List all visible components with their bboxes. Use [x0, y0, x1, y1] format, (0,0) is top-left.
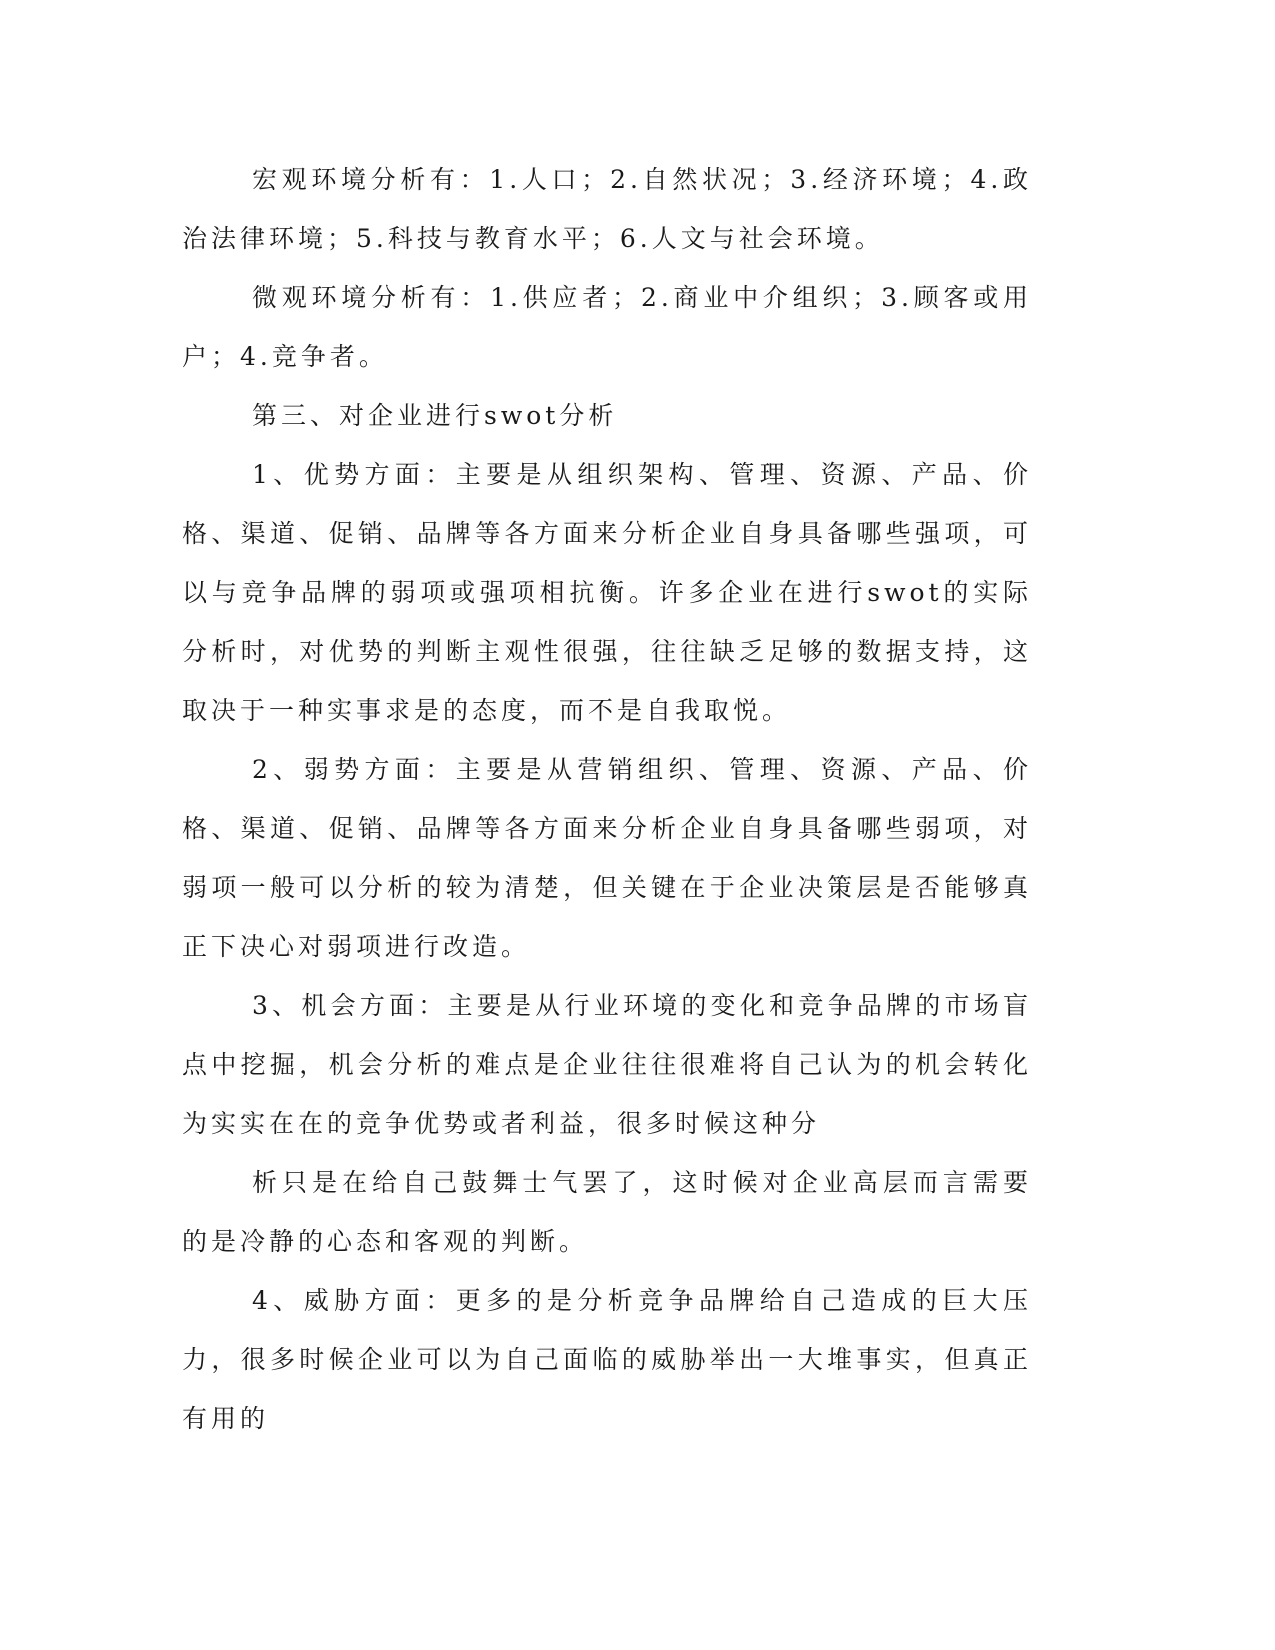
section-heading-swot: 第三、对企业进行swot分析 — [252, 401, 618, 430]
paragraph-weaknesses: 2、弱势方面：主要是从营销组织、管理、资源、产品、价格、渠道、促销、品牌等各方面来分析企业自身具备哪些弱项，对弱项一般可以分析的较为清楚，但关键在于企业决策层是否能够真正下决心对弱项进行改造。 — [182, 755, 1032, 961]
paragraph-opportunities: 3、机会方面：主要是从行业环境的变化和竞争品牌的市场盲点中挖掘，机会分析的难点是企业往往很难将自己认为的机会转化为实实在在的竞争优势或者利益，很多时候这种分 — [182, 991, 1032, 1138]
paragraph-micro-environment: 微观环境分析有：1.供应者；2.商业中介组织；3.顾客或用户；4.竞争者。 — [182, 283, 1032, 371]
document-body — [182, 150, 1032, 1448]
paragraph-macro-environment: 宏观环境分析有：1.人口；2.自然状况；3.经济环境；4.政治法律环境；5.科技与教育水平；6.人文与社会环境。 — [182, 165, 1032, 253]
paragraph-threats: 4、威胁方面：更多的是分析竞争品牌给自己造成的巨大压力，很多时候企业可以为自己面临的威胁举出一大堆事实，但真正有用的 — [182, 1286, 1032, 1433]
paragraph-opportunities-continued: 析只是在给自己鼓舞士气罢了，这时候对企业高层而言需要的是冷静的心态和客观的判断。 — [182, 1168, 1032, 1256]
paragraph-strengths: 1、优势方面：主要是从组织架构、管理、资源、产品、价格、渠道、促销、品牌等各方面来分析企业自身具备哪些强项，可以与竞争品牌的弱项或强项相抗衡。许多企业在进行swot的实际分析时，对优势的判断主观性很强，往往缺乏足够的数据支持，这取决于一种实事求是的态度，而不是自我取悦。 — [182, 460, 1032, 725]
